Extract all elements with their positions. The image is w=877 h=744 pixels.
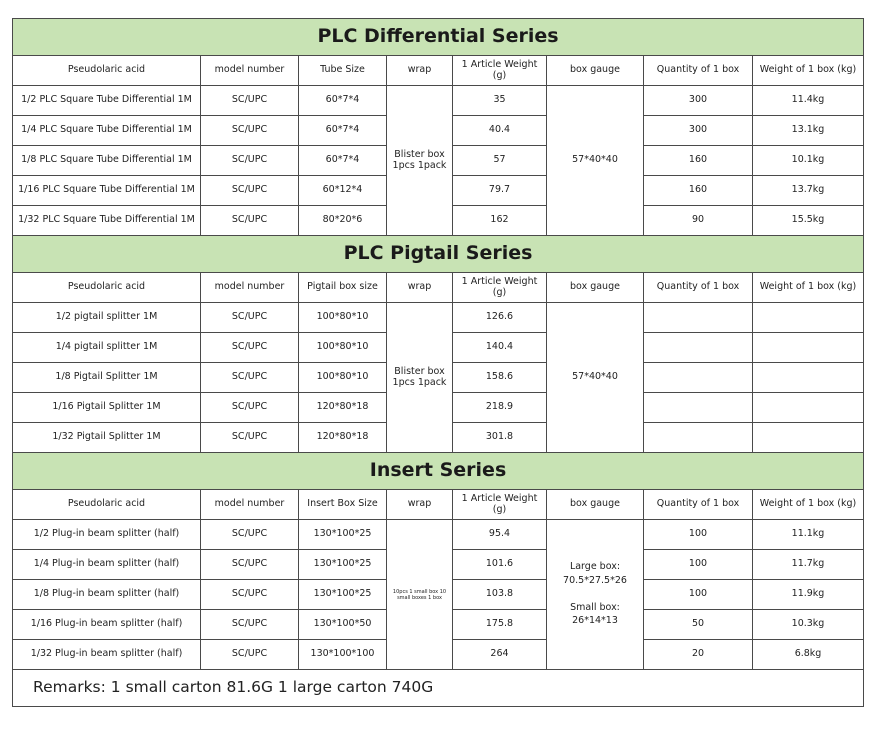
article-weight: 40.4 — [453, 116, 547, 146]
wrap-cell: Blister box 1pcs 1pack — [387, 86, 453, 236]
table-row — [13, 303, 864, 333]
article-weight: 57 — [453, 146, 547, 176]
box-weight: 11.9kg — [753, 580, 864, 610]
product-name: 1/4 PLC Square Tube Differential 1M — [13, 116, 201, 146]
box-quantity — [644, 423, 753, 453]
box-weight: 10.1kg — [753, 146, 864, 176]
col-header-weight: 1 Article Weight (g) — [453, 273, 547, 303]
col-header-wrap: wrap — [387, 490, 453, 520]
box-weight: 11.4kg — [753, 86, 864, 116]
box-quantity: 160 — [644, 146, 753, 176]
model-number: SC/UPC — [201, 303, 299, 333]
model-number: SC/UPC — [201, 423, 299, 453]
model-number: SC/UPC — [201, 146, 299, 176]
model-number: SC/UPC — [201, 393, 299, 423]
box-weight — [753, 393, 864, 423]
col-header-model: model number — [201, 273, 299, 303]
col-header-box-weight: Weight of 1 box (kg) — [753, 490, 864, 520]
article-weight: 264 — [453, 640, 547, 670]
box-quantity — [644, 393, 753, 423]
product-name: 1/16 Pigtail Splitter 1M — [13, 393, 201, 423]
model-number: SC/UPC — [201, 86, 299, 116]
small-box-value: 26*14*13 — [572, 615, 618, 627]
box-quantity: 20 — [644, 640, 753, 670]
product-name: 1/4 pigtail splitter 1M — [13, 333, 201, 363]
packing-spec-table — [12, 18, 864, 707]
col-header-qty: Quantity of 1 box — [644, 490, 753, 520]
table-row — [13, 520, 864, 550]
article-weight: 126.6 — [453, 303, 547, 333]
section-title: Insert Series — [13, 453, 864, 490]
section-title: PLC Differential Series — [13, 19, 864, 56]
model-number: SC/UPC — [201, 333, 299, 363]
box-quantity: 90 — [644, 206, 753, 236]
box-size: 130*100*50 — [299, 610, 387, 640]
box-weight: 6.8kg — [753, 640, 864, 670]
product-name: 1/4 Plug-in beam splitter (half) — [13, 550, 201, 580]
model-number: SC/UPC — [201, 206, 299, 236]
article-weight: 35 — [453, 86, 547, 116]
product-name: 1/8 Pigtail Splitter 1M — [13, 363, 201, 393]
product-name: 1/2 Plug-in beam splitter (half) — [13, 520, 201, 550]
box-size: 120*80*18 — [299, 423, 387, 453]
product-name: 1/8 Plug-in beam splitter (half) — [13, 580, 201, 610]
article-weight: 301.8 — [453, 423, 547, 453]
box-quantity: 160 — [644, 176, 753, 206]
box-weight: 15.5kg — [753, 206, 864, 236]
model-number: SC/UPC — [201, 640, 299, 670]
box-weight — [753, 333, 864, 363]
product-name: 1/16 Plug-in beam splitter (half) — [13, 610, 201, 640]
box-weight: 11.1kg — [753, 520, 864, 550]
box-size: 60*7*4 — [299, 146, 387, 176]
box-size: 130*100*100 — [299, 640, 387, 670]
box-size: 130*100*25 — [299, 580, 387, 610]
box-quantity: 300 — [644, 116, 753, 146]
box-weight — [753, 423, 864, 453]
section-title: PLC Pigtail Series — [13, 236, 864, 273]
article-weight: 103.8 — [453, 580, 547, 610]
col-header-box-weight: Weight of 1 box (kg) — [753, 273, 864, 303]
product-name: 1/2 pigtail splitter 1M — [13, 303, 201, 333]
small-box-label: Small box: — [570, 601, 620, 613]
article-weight: 101.6 — [453, 550, 547, 580]
box-weight: 13.1kg — [753, 116, 864, 146]
box-quantity — [644, 333, 753, 363]
large-box-label: Large box: — [569, 560, 621, 572]
section-title-row — [13, 453, 864, 490]
box-size: 130*100*25 — [299, 550, 387, 580]
remarks: Remarks: 1 small carton 81.6G 1 large carton 740G — [13, 670, 864, 707]
col-header-gauge: box gauge — [547, 273, 644, 303]
box-gauge: 57*40*40 — [547, 303, 644, 453]
wrap-cell: 10pcs 1 small box 10 small boxes 1 box — [387, 520, 453, 670]
model-number: SC/UPC — [201, 116, 299, 146]
model-number: SC/UPC — [201, 550, 299, 580]
col-header-model: model number — [201, 490, 299, 520]
header-row — [13, 273, 864, 303]
article-weight: 175.8 — [453, 610, 547, 640]
box-quantity — [644, 363, 753, 393]
box-size: 120*80*18 — [299, 393, 387, 423]
box-gauge: 57*40*40 — [547, 86, 644, 236]
col-header-qty: Quantity of 1 box — [644, 273, 753, 303]
col-header-name: Pseudolaric acid — [13, 56, 201, 86]
col-header-size: Tube Size — [299, 56, 387, 86]
box-gauge — [547, 520, 644, 670]
box-size: 60*12*4 — [299, 176, 387, 206]
section-title-row — [13, 236, 864, 273]
box-size: 100*80*10 — [299, 363, 387, 393]
box-quantity — [644, 303, 753, 333]
box-weight — [753, 363, 864, 393]
article-weight: 162 — [453, 206, 547, 236]
box-weight — [753, 303, 864, 333]
col-header-box-weight: Weight of 1 box (kg) — [753, 56, 864, 86]
col-header-wrap: wrap — [387, 56, 453, 86]
col-header-name: Pseudolaric acid — [13, 490, 201, 520]
model-number: SC/UPC — [201, 610, 299, 640]
col-header-weight: 1 Article Weight (g) — [453, 490, 547, 520]
box-size: 60*7*4 — [299, 116, 387, 146]
box-quantity: 300 — [644, 86, 753, 116]
model-number: SC/UPC — [201, 176, 299, 206]
col-header-model: model number — [201, 56, 299, 86]
col-header-wrap: wrap — [387, 273, 453, 303]
product-name: 1/8 PLC Square Tube Differential 1M — [13, 146, 201, 176]
box-weight: 10.3kg — [753, 610, 864, 640]
model-number: SC/UPC — [201, 580, 299, 610]
product-name: 1/32 Plug-in beam splitter (half) — [13, 640, 201, 670]
box-size: 80*20*6 — [299, 206, 387, 236]
col-header-gauge: box gauge — [547, 490, 644, 520]
section-title-row — [13, 19, 864, 56]
col-header-size: Pigtail box size — [299, 273, 387, 303]
box-weight: 13.7kg — [753, 176, 864, 206]
box-quantity: 50 — [644, 610, 753, 640]
article-weight: 158.6 — [453, 363, 547, 393]
product-name: 1/32 PLC Square Tube Differential 1M — [13, 206, 201, 236]
article-weight: 95.4 — [453, 520, 547, 550]
product-name: 1/2 PLC Square Tube Differential 1M — [13, 86, 201, 116]
box-quantity: 100 — [644, 580, 753, 610]
box-quantity: 100 — [644, 550, 753, 580]
product-name: 1/16 PLC Square Tube Differential 1M — [13, 176, 201, 206]
box-size: 100*80*10 — [299, 333, 387, 363]
col-header-gauge: box gauge — [547, 56, 644, 86]
col-header-qty: Quantity of 1 box — [644, 56, 753, 86]
model-number: SC/UPC — [201, 363, 299, 393]
table-row — [13, 86, 864, 116]
product-name: 1/32 Pigtail Splitter 1M — [13, 423, 201, 453]
remarks-row — [13, 670, 864, 707]
box-weight: 11.7kg — [753, 550, 864, 580]
box-quantity: 100 — [644, 520, 753, 550]
col-header-size: Insert Box Size — [299, 490, 387, 520]
article-weight: 79.7 — [453, 176, 547, 206]
article-weight: 218.9 — [453, 393, 547, 423]
article-weight: 140.4 — [453, 333, 547, 363]
wrap-cell: Blister box 1pcs 1pack — [387, 303, 453, 453]
col-header-weight: 1 Article Weight (g) — [453, 56, 547, 86]
box-size: 130*100*25 — [299, 520, 387, 550]
col-header-name: Pseudolaric acid — [13, 273, 201, 303]
box-size: 60*7*4 — [299, 86, 387, 116]
header-row — [13, 56, 864, 86]
box-size: 100*80*10 — [299, 303, 387, 333]
large-box-value: 70.5*27.5*26 — [563, 574, 627, 586]
model-number: SC/UPC — [201, 520, 299, 550]
header-row — [13, 490, 864, 520]
